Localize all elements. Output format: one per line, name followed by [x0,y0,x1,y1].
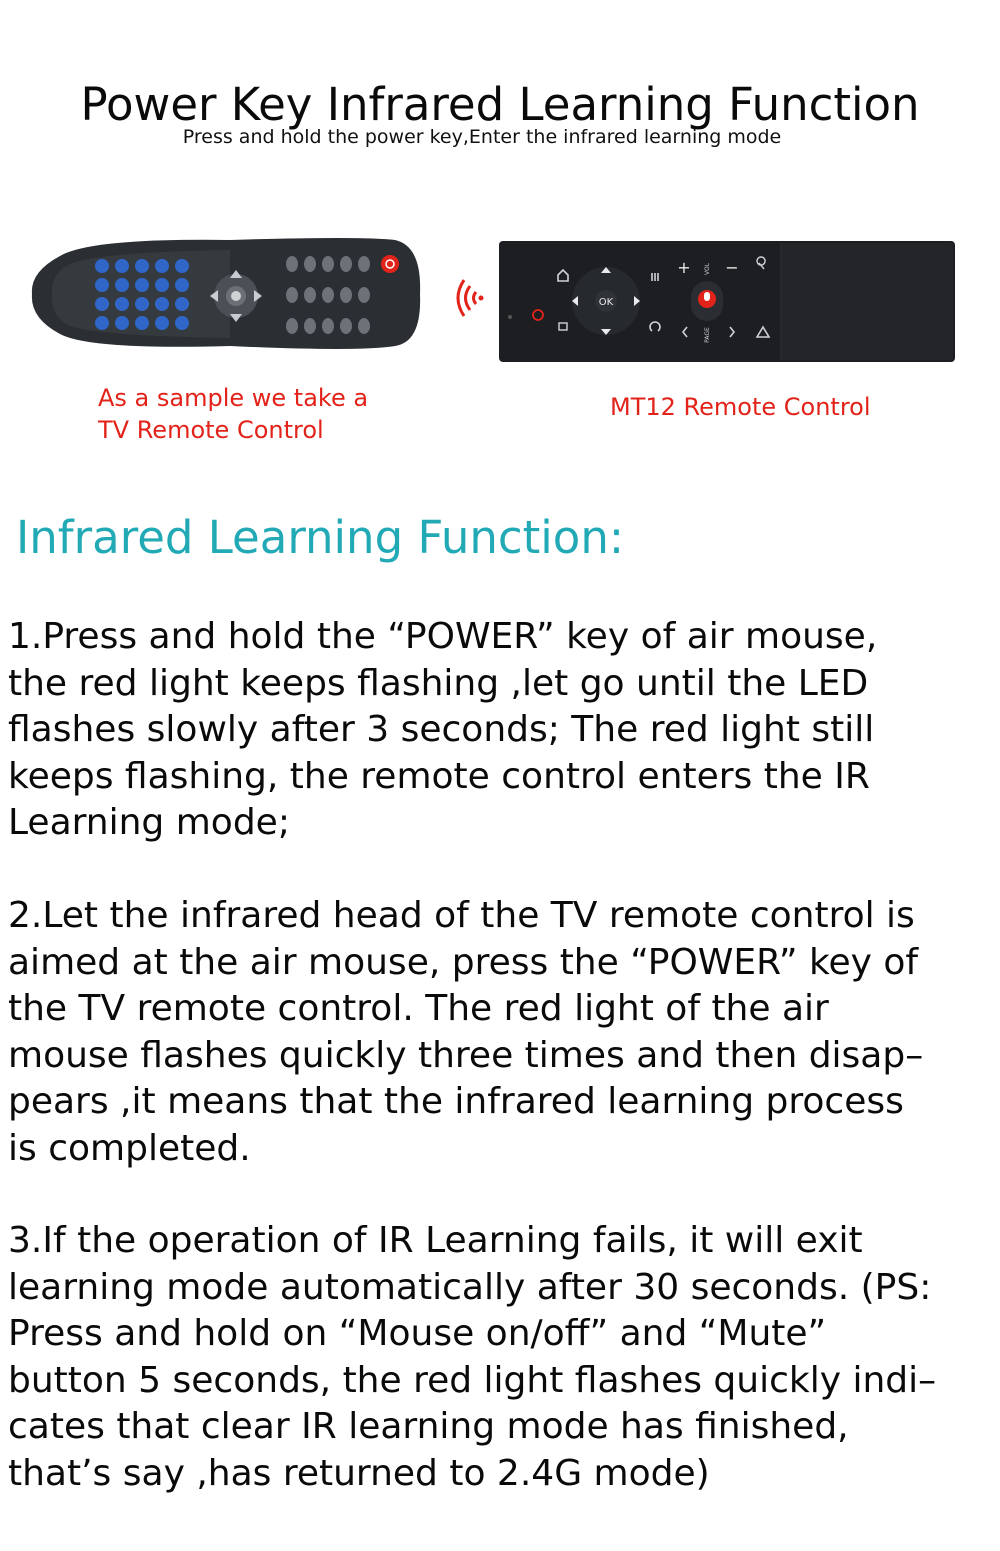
tv-remote-key [115,297,129,311]
tv-remote-key [175,259,189,273]
tv-remote-key [175,297,189,311]
vol-label: VOL [704,262,711,276]
tv-remote-key [175,316,189,330]
tv-remote-key [286,318,298,334]
tv-remote-key [95,259,109,273]
tv-remote-key [135,297,149,311]
tv-remote-key [322,318,334,334]
ok-key-label: OK [598,297,614,308]
step-2-text: 2.Let the infrared head of the TV remote control is aimed at the air mouse, press the “POWER” key of the TV remote control. The red light of the air mouse flashes quickly three times and then disap– pears ,it means that the infrared learning process is completed. [8,895,924,1169]
tv-remote-key [155,259,169,273]
tv-remote-image [30,236,422,352]
tv-remote-key [155,297,169,311]
page-label: PAGE [704,327,711,343]
page-title: Power Key Infrared Learning Function [80,78,920,132]
tv-remote-key [358,287,370,303]
tv-remote-key [135,316,149,330]
tv-remote-key [322,256,334,272]
tv-remote-key [95,316,109,330]
infrared-signal-icon [446,268,486,328]
tv-remote-key [115,259,129,273]
tv-remote-key [95,297,109,311]
page-subtitle: Press and hold the power key,Enter the infrared learning mode [182,126,782,148]
tv-remote-caption: As a sample we take a TV Remote Control [98,384,369,444]
tv-remote-key [340,256,352,272]
tv-remote-key [322,287,334,303]
step-3-text: 3.If the operation of IR Learning fails, it will exit learning mode automatically after 30 seconds. (PS: Press and hold on “Mouse on/off” and “Mute” button 5 seconds, the red light flashes quickly indi– cates that clear IR learning mode has finished, that’s say ,has returned to 2.4G mode) [8,1220,937,1494]
tv-remote-key [286,287,298,303]
mt12-remote-image [499,239,957,364]
tv-remote-key [95,278,109,292]
tv-remote-key [304,287,316,303]
tv-remote-key [175,278,189,292]
step-1-text: 1.Press and hold the “POWER” key of air mouse, the red light keeps flashing ,let go until the LED flashes slowly after 3 seconds; The red light still keeps flashing, the remote control enters the IR Learning mode; [8,616,878,843]
tv-remote-key [135,259,149,273]
tv-remote-key [340,287,352,303]
mt12-remote-caption: MT12 Remote Control [610,393,871,421]
tv-remote-key [304,318,316,334]
tv-remote-key [286,256,298,272]
tv-remote-key [115,278,129,292]
tv-remote-key [358,256,370,272]
tv-remote-key [135,278,149,292]
section-heading: Infrared Learning Function: [16,511,625,564]
vol-plus-label: + [677,258,691,277]
tv-remote-key [155,316,169,330]
vol-minus-label: − [725,258,739,277]
tv-remote-key [115,316,129,330]
tv-remote-key [340,318,352,334]
tv-remote-key [358,318,370,334]
tv-remote-key [304,256,316,272]
tv-remote-key [155,278,169,292]
